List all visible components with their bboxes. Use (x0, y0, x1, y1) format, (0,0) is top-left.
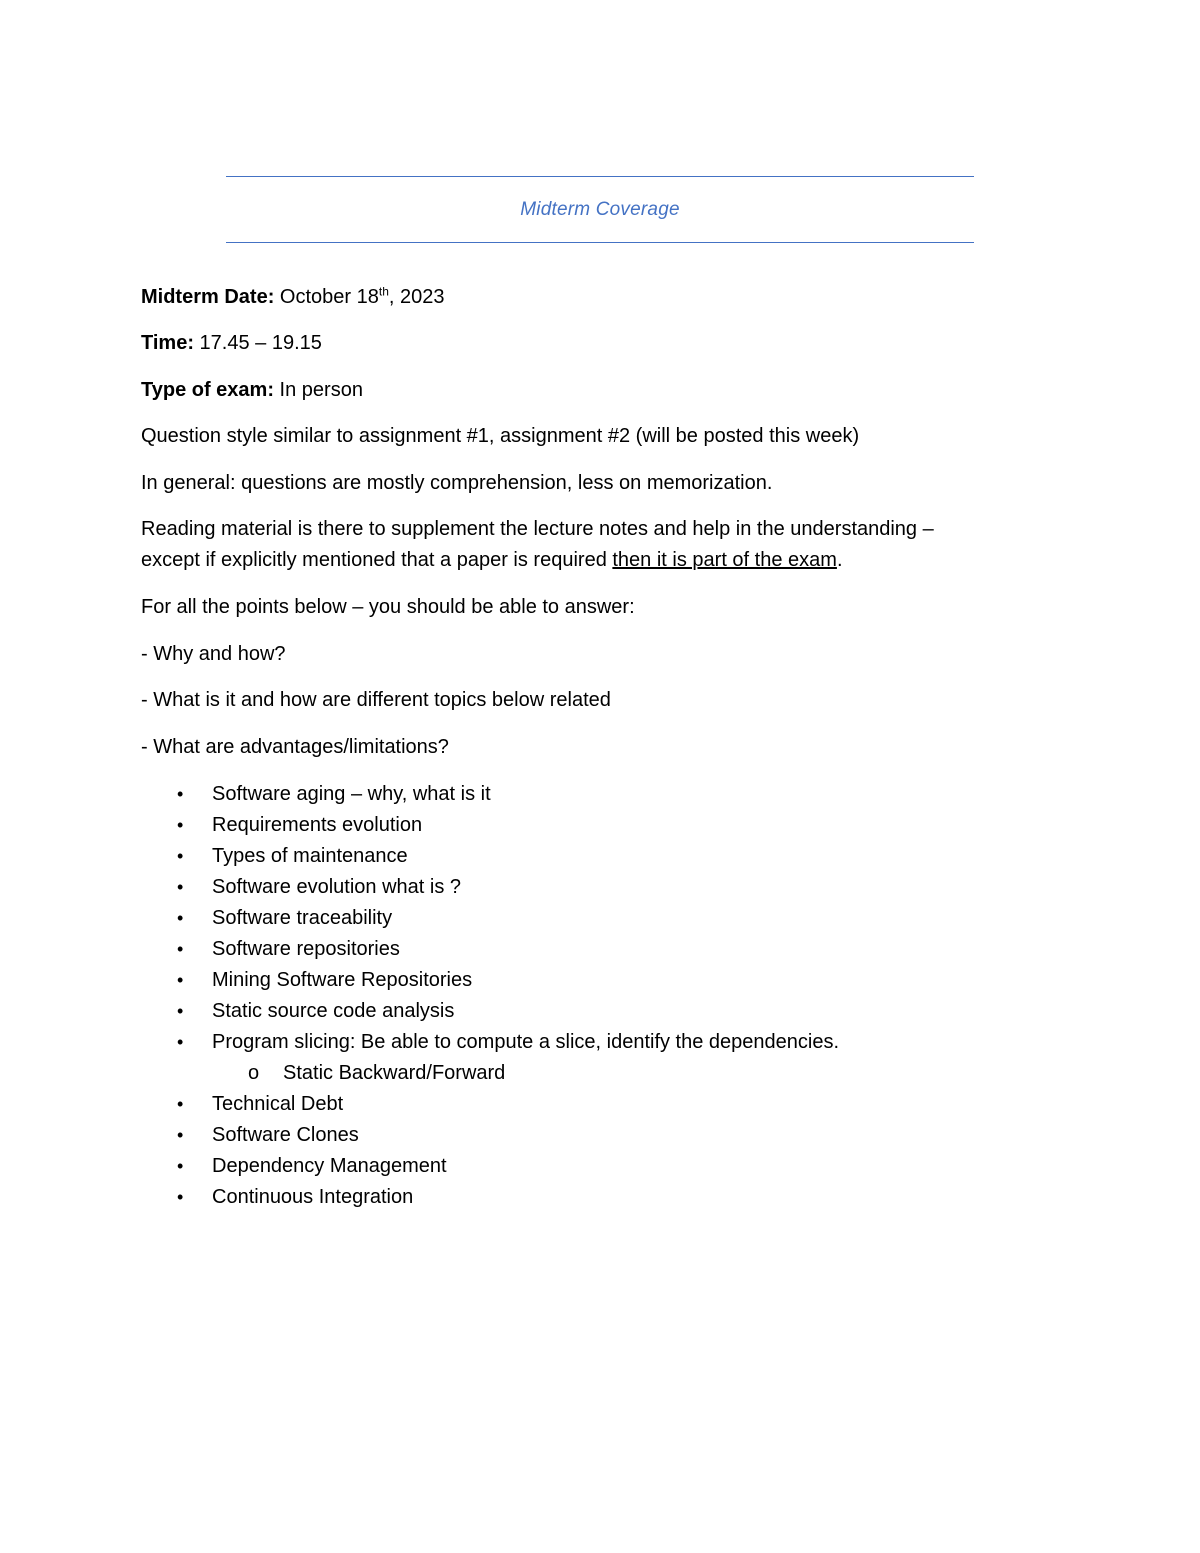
list-item-text: Dependency Management (212, 1155, 447, 1177)
bullet-icon: • (177, 908, 184, 928)
question-style-line: Question style similar to assignment #1, assignment #2 (will be posted this week) (141, 425, 860, 447)
list-item-text: Software repositories (212, 938, 400, 960)
time-value: 17.45 – 19.15 (193, 332, 322, 354)
reading-line-2-period: . (836, 549, 843, 571)
bullet-icon: • (177, 1001, 184, 1021)
question-line: - What are advantages/limitations? (141, 736, 449, 758)
bullet-icon: • (177, 846, 184, 866)
exam-type-line (141, 375, 363, 406)
reading-material-paragraph (141, 514, 934, 576)
bullet-icon: • (177, 1032, 184, 1052)
bullet-icon: • (177, 970, 184, 990)
bullet-icon: • (177, 815, 184, 835)
question-line: - Why and how? (141, 643, 286, 665)
document-title: Midterm Coverage (520, 199, 680, 220)
bullet-icon: • (177, 877, 184, 897)
midterm-date-superscript: th (378, 284, 389, 299)
reading-line-2-text: except if explicitly mentioned that a paper is required (141, 549, 613, 571)
time-line (141, 328, 322, 359)
points-intro-line: For all the points below – you should be able to answer: (141, 596, 635, 618)
reading-line-1: Reading material is there to supplement the lecture notes and help in the understanding – (141, 518, 934, 540)
question-line: - What is it and how are different topics below related (141, 689, 611, 711)
list-item-text: Continuous Integration (212, 1186, 414, 1208)
general-note-line: In general: questions are mostly comprehension, less on memorization. (141, 472, 773, 494)
bullet-icon: • (177, 939, 184, 959)
midterm-date-year: , 2023 (388, 286, 445, 308)
midterm-date-label: Midterm Date: (141, 286, 275, 308)
list-item-text: Static source code analysis (212, 1000, 455, 1022)
circle-bullet-icon: o (248, 1062, 260, 1084)
bullet-icon: • (177, 784, 184, 804)
bullet-icon: • (177, 1094, 184, 1114)
list-item-text: Technical Debt (212, 1093, 344, 1115)
bullet-icon: • (177, 1156, 184, 1176)
list-item-text: Software traceability (212, 907, 393, 929)
time-label: Time: (141, 332, 194, 354)
list-item-text: Static Backward/Forward (283, 1062, 506, 1084)
exam-type-value: In person (274, 379, 363, 401)
list-item-text: Types of maintenance (212, 845, 408, 867)
bullet-icon: • (177, 1125, 184, 1145)
midterm-date-value: October 18 (274, 286, 379, 308)
list-item-text: Mining Software Repositories (212, 969, 473, 991)
midterm-date-line (141, 282, 445, 313)
reading-underlined-text: then it is part of the exam (612, 549, 837, 571)
exam-type-label: Type of exam: (141, 379, 274, 401)
list-item-text: Software evolution what is ? (212, 876, 462, 898)
list-item-text: Software aging – why, what is it (212, 783, 491, 805)
title-block (226, 176, 974, 243)
list-item-text: Software Clones (212, 1124, 359, 1146)
reading-line-2 (141, 545, 934, 576)
bullet-icon: • (177, 1187, 184, 1207)
list-item-text: Requirements evolution (212, 814, 423, 836)
list-item-text: Program slicing: Be able to compute a slice, identify the dependencies. (212, 1031, 840, 1053)
